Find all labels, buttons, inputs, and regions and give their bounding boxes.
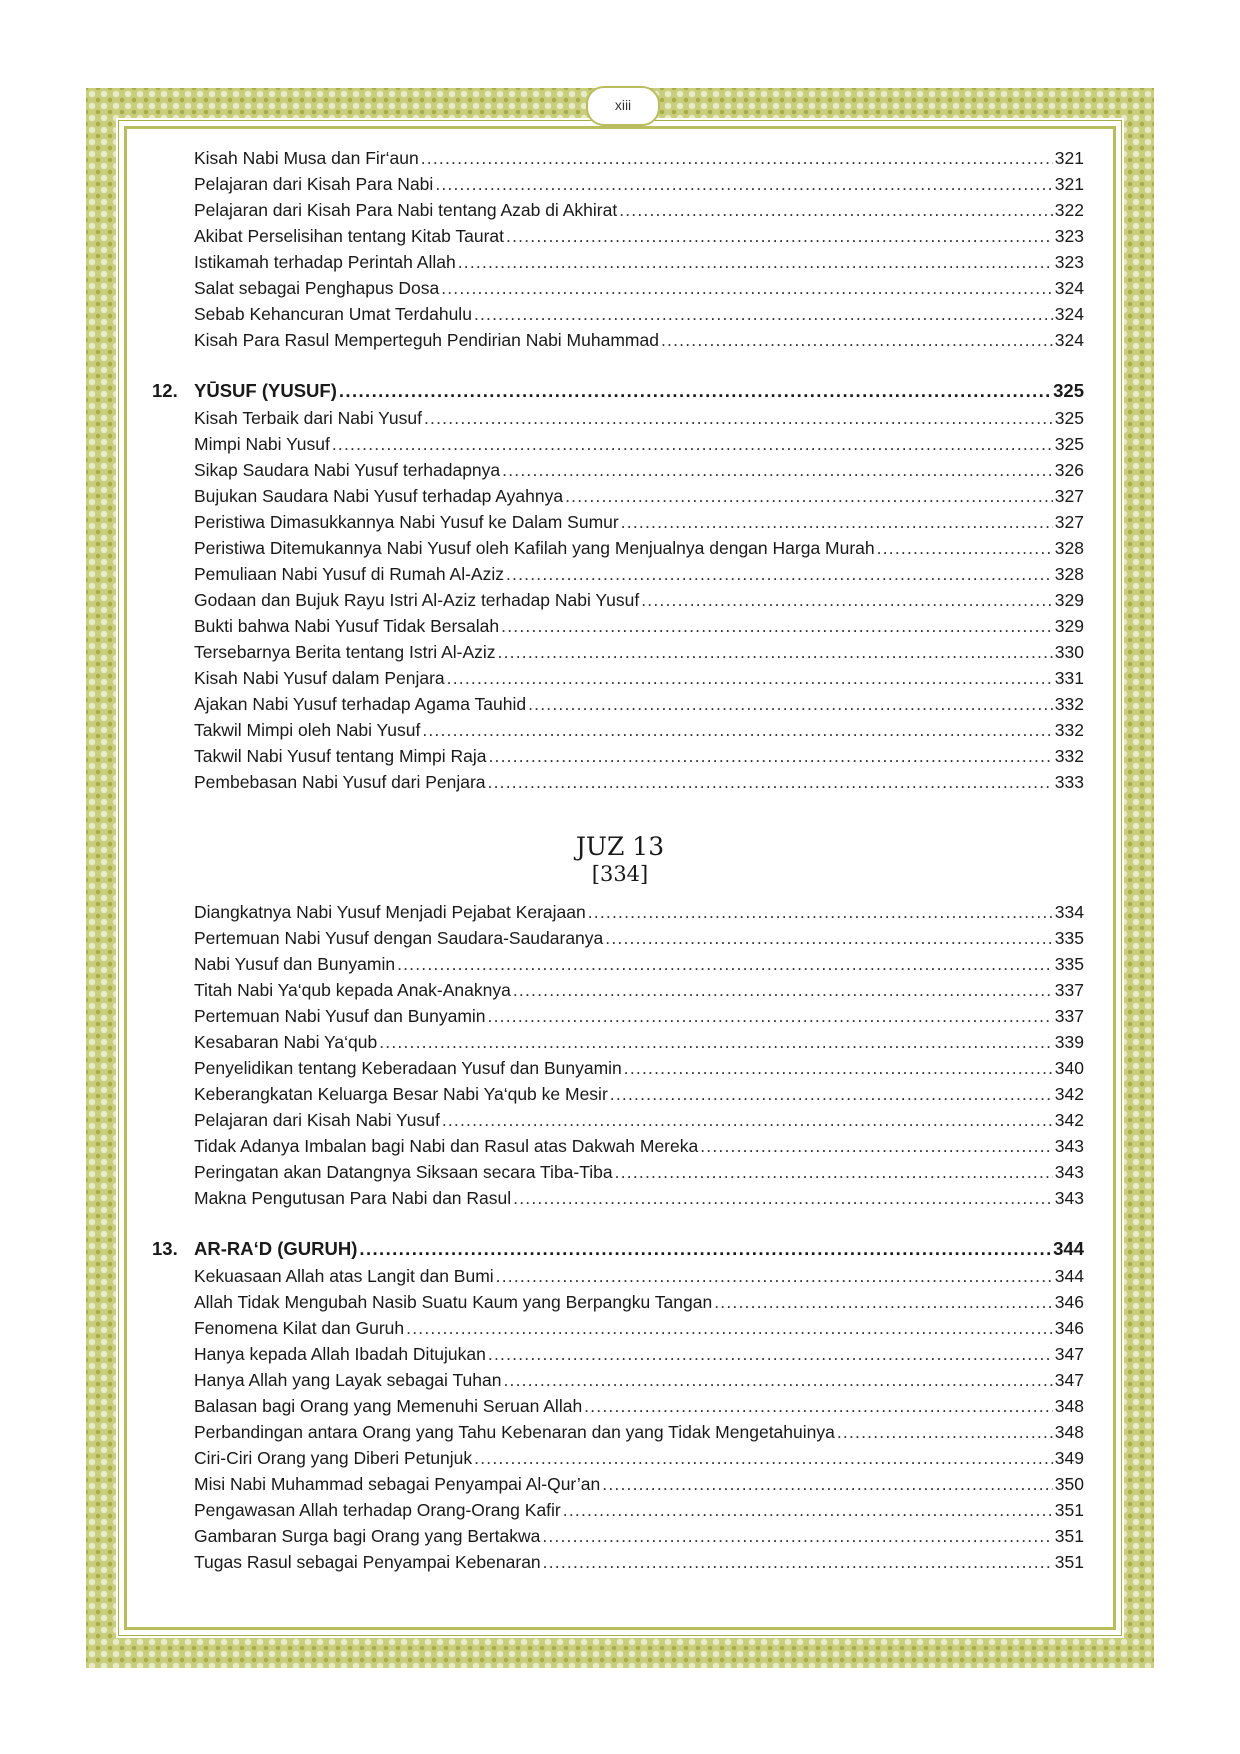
toc-entry-page: 327 <box>1054 486 1084 506</box>
dot-leader <box>619 200 1053 221</box>
dot-leader <box>602 1474 1053 1495</box>
chapter-number: 13. <box>152 1238 178 1259</box>
dot-leader <box>501 616 1053 637</box>
toc-entry-page: 323 <box>1054 252 1084 272</box>
toc-entry-title: Godaan dan Bujuk Rayu Istri Al-Aziz terhadap Nabi Yusuf <box>194 590 640 610</box>
toc-entry-page: 337 <box>1054 980 1084 1000</box>
toc-entry[interactable] <box>194 1136 1084 1162</box>
toc-entry-title: Gambaran Surga bagi Orang yang Bertakwa <box>194 1526 541 1546</box>
toc-entry-page: 323 <box>1054 226 1084 246</box>
dot-leader <box>488 772 1053 793</box>
chapter-heading-12[interactable] <box>152 380 1084 408</box>
toc-entry-title: Kisah Nabi Yusuf dalam Penjara <box>194 668 445 688</box>
toc-entry[interactable] <box>194 408 1084 434</box>
dot-leader <box>506 226 1053 247</box>
dot-leader <box>503 1370 1052 1391</box>
toc-entry-page: 346 <box>1054 1292 1084 1312</box>
toc-entry-page: 343 <box>1054 1162 1084 1182</box>
toc-entry-title: Hanya kepada Allah Ibadah Ditujukan <box>194 1344 486 1364</box>
toc-entry[interactable] <box>194 902 1084 928</box>
toc-entry-page: 335 <box>1054 954 1084 974</box>
toc-entry-page: 329 <box>1054 590 1084 610</box>
toc-entry[interactable] <box>194 200 1084 226</box>
toc-entry-title: Peristiwa Ditemukannya Nabi Yusuf oleh Kafilah yang Menjualnya dengan Harga Murah <box>194 538 875 558</box>
toc-entry[interactable] <box>194 278 1084 304</box>
dot-leader <box>700 1136 1053 1157</box>
toc-entry-title: Diangkatnya Nabi Yusuf Menjadi Pejabat Kerajaan <box>194 902 586 922</box>
dot-leader <box>488 746 1052 767</box>
toc-entry-page: 324 <box>1054 278 1084 298</box>
toc-entry-page: 342 <box>1054 1110 1084 1130</box>
toc-entry-page: 344 <box>1054 1266 1084 1286</box>
dot-leader <box>379 1032 1053 1053</box>
toc-entry[interactable] <box>194 1292 1084 1318</box>
toc-entry-page: 351 <box>1054 1500 1084 1520</box>
toc-entry[interactable] <box>194 486 1084 512</box>
dot-leader <box>563 1500 1053 1521</box>
dot-leader <box>543 1552 1053 1573</box>
toc-entry-title: Kesabaran Nabi Ya‘qub <box>194 1032 378 1052</box>
toc-entry[interactable] <box>194 980 1084 1006</box>
dot-leader <box>441 278 1053 299</box>
toc-entry[interactable] <box>194 226 1084 252</box>
toc-entry-title: Istikamah terhadap Perintah Allah <box>194 252 456 272</box>
dot-leader <box>877 538 1053 559</box>
dot-leader <box>496 1266 1053 1287</box>
toc-entry-page: 348 <box>1054 1422 1084 1442</box>
toc-entry-title: Penyelidikan tentang Keberadaan Yusuf dan Bunyamin <box>194 1058 622 1078</box>
toc-entry-title: Kekuasaan Allah atas Langit dan Bumi <box>194 1266 494 1286</box>
juz-page: [334] <box>591 862 649 886</box>
toc-entry-page: 321 <box>1054 148 1084 168</box>
toc-entry[interactable] <box>194 330 1084 356</box>
toc-entry[interactable] <box>194 772 1084 798</box>
toc-entry-page: 346 <box>1054 1318 1084 1338</box>
dot-leader <box>332 434 1053 455</box>
toc-entry-title: Titah Nabi Ya‘qub kepada Anak-Anaknya <box>194 980 511 1000</box>
chapter-heading-13[interactable] <box>152 1238 1084 1266</box>
toc-entry-title: Pembebasan Nabi Yusuf dari Penjara <box>194 772 486 792</box>
toc-entry-title: Kisah Nabi Musa dan Fir‘aun <box>194 148 419 168</box>
toc-entry-title: Bukti bahwa Nabi Yusuf Tidak Bersalah <box>194 616 500 636</box>
toc-entry-page: 342 <box>1054 1084 1084 1104</box>
toc-entry[interactable] <box>194 1084 1084 1110</box>
toc-entry-title: Pemuliaan Nabi Yusuf di Rumah Al-Aziz <box>194 564 504 584</box>
toc-entry-page: 322 <box>1054 200 1084 220</box>
toc-entry[interactable] <box>194 1370 1084 1396</box>
toc-entry-page: 347 <box>1054 1370 1084 1390</box>
toc-entry[interactable] <box>194 1110 1084 1136</box>
dot-leader <box>837 1422 1053 1443</box>
toc-entry-page: 321 <box>1054 174 1084 194</box>
toc-entry[interactable] <box>194 694 1084 720</box>
toc-entry[interactable] <box>194 460 1084 486</box>
dot-leader <box>447 668 1053 689</box>
toc-entry-page: 351 <box>1054 1526 1084 1546</box>
toc-entry[interactable] <box>194 1318 1084 1344</box>
toc-entry-title: Makna Pengutusan Para Nabi dan Rasul <box>194 1188 512 1208</box>
toc-entry-title: Ajakan Nabi Yusuf terhadap Agama Tauhid <box>194 694 527 714</box>
dot-leader <box>605 928 1053 949</box>
toc-entry[interactable] <box>194 1266 1084 1292</box>
toc-entry-page: 324 <box>1054 330 1084 350</box>
toc-entry[interactable] <box>194 1448 1084 1474</box>
toc-entry-title: Kisah Terbaik dari Nabi Yusuf <box>194 408 422 428</box>
toc-entry-page: 334 <box>1054 902 1084 922</box>
dot-leader <box>641 590 1053 611</box>
toc-entry[interactable] <box>194 304 1084 330</box>
dot-leader <box>615 1162 1053 1183</box>
dot-leader <box>397 954 1053 975</box>
toc-entry[interactable] <box>194 1188 1084 1214</box>
toc-entry-page: 326 <box>1054 460 1084 480</box>
toc-entry-page: 347 <box>1054 1344 1084 1364</box>
toc-entry-title: Pelajaran dari Kisah Nabi Yusuf <box>194 1110 440 1130</box>
toc-entry[interactable] <box>194 1006 1084 1032</box>
dot-leader <box>458 252 1053 273</box>
toc-entry[interactable] <box>194 564 1084 590</box>
toc-entry-page: 349 <box>1054 1448 1084 1468</box>
dot-leader <box>498 642 1053 663</box>
toc-entry[interactable] <box>194 512 1084 538</box>
dot-leader <box>621 512 1053 533</box>
toc-entry-page: 343 <box>1054 1188 1084 1208</box>
toc-entry-title: Pelajaran dari Kisah Para Nabi tentang Azab di Akhirat <box>194 200 618 220</box>
chapter-title: YŪSUF (YUSUF) <box>194 380 337 401</box>
toc-entry[interactable] <box>194 928 1084 954</box>
dot-leader <box>488 1344 1053 1365</box>
toc-entry-page: 330 <box>1054 642 1084 662</box>
toc-entry-page: 329 <box>1054 616 1084 636</box>
toc-entry[interactable] <box>194 1422 1084 1448</box>
toc-entry-page: 348 <box>1054 1396 1084 1416</box>
toc-entry[interactable] <box>194 616 1084 642</box>
toc-entry[interactable] <box>194 1526 1084 1552</box>
toc-entry-title: Pertemuan Nabi Yusuf dan Bunyamin <box>194 1006 486 1026</box>
toc-entry-title: Bujukan Saudara Nabi Yusuf terhadap Ayahnya <box>194 486 564 506</box>
toc-entry[interactable] <box>194 148 1084 174</box>
toc-entry[interactable] <box>194 1396 1084 1422</box>
toc-entry-title: Perbandingan antara Orang yang Tahu Kebenaran dan yang Tidak Mengetahuinya <box>194 1422 835 1442</box>
toc-entry-title: Peringatan akan Datangnya Siksaan secara Tiba-Tiba <box>194 1162 613 1182</box>
toc-entry-page: 337 <box>1054 1006 1084 1026</box>
toc-entry[interactable] <box>194 1474 1084 1500</box>
toc-entry-title: Hanya Allah yang Layak sebagai Tuhan <box>194 1370 502 1390</box>
dot-leader <box>661 330 1053 351</box>
chapter-title: AR-RA‘D (GURUH) <box>194 1238 358 1259</box>
toc-entry[interactable] <box>194 668 1084 694</box>
toc-entry-page: 350 <box>1054 1474 1084 1494</box>
dot-leader <box>421 148 1053 169</box>
dot-leader <box>528 694 1053 715</box>
dot-leader <box>513 980 1053 1001</box>
toc-entry-title: Akibat Perselisihan tentang Kitab Taurat <box>194 226 505 246</box>
dot-leader <box>624 1058 1053 1079</box>
dot-leader <box>610 1084 1053 1105</box>
toc-entry[interactable] <box>194 642 1084 668</box>
dot-leader <box>359 1238 1051 1260</box>
toc-entry-title: Salat sebagai Penghapus Dosa <box>194 278 440 298</box>
dot-leader <box>506 564 1053 585</box>
toc-entry-title: Nabi Yusuf dan Bunyamin <box>194 954 396 974</box>
toc-entry-title: Allah Tidak Mengubah Nasib Suatu Kaum yang Berpangku Tangan <box>194 1292 713 1312</box>
toc-entry-title: Tersebarnya Berita tentang Istri Al-Aziz <box>194 642 496 662</box>
dot-leader <box>339 380 1051 402</box>
toc-entry-title: Misi Nabi Muhammad sebagai Penyampai Al-Qur’an <box>194 1474 601 1494</box>
dot-leader <box>435 174 1052 195</box>
toc-entry-title: Tidak Adanya Imbalan bagi Nabi dan Rasul atas Dakwah Mereka <box>194 1136 699 1156</box>
chapter-page: 325 <box>1053 380 1084 401</box>
toc-entry-title: Mimpi Nabi Yusuf <box>194 434 330 454</box>
toc-entry-page: 343 <box>1054 1136 1084 1156</box>
toc-entry-title: Pertemuan Nabi Yusuf dengan Saudara-Saudaranya <box>194 928 604 948</box>
toc-entry-title: Peristiwa Dimasukkannya Nabi Yusuf ke Dalam Sumur <box>194 512 619 532</box>
dot-leader <box>502 460 1053 481</box>
toc-entry-page: 339 <box>1054 1032 1084 1052</box>
dot-leader <box>588 902 1053 923</box>
toc-entry[interactable] <box>194 1344 1084 1370</box>
dot-leader <box>424 408 1053 429</box>
toc-entry[interactable] <box>194 1058 1084 1084</box>
dot-leader <box>565 486 1053 507</box>
toc-entry-page: 332 <box>1054 746 1084 766</box>
toc-entry[interactable] <box>194 434 1084 460</box>
toc-entry-title: Kisah Para Rasul Memperteguh Pendirian Nabi Muhammad <box>194 330 659 350</box>
toc-entry-title: Takwil Nabi Yusuf tentang Mimpi Raja <box>194 746 487 766</box>
toc-entry-page: 331 <box>1054 668 1084 688</box>
toc-entry[interactable] <box>194 1032 1084 1058</box>
dot-leader <box>406 1318 1053 1339</box>
chapter-page: 344 <box>1053 1238 1084 1259</box>
toc-entry-page: 351 <box>1054 1552 1084 1572</box>
toc-entry[interactable] <box>194 1552 1084 1578</box>
toc-entry[interactable] <box>194 538 1084 564</box>
toc-entry[interactable] <box>194 720 1084 746</box>
toc-entry-title: Takwil Mimpi oleh Nabi Yusuf <box>194 720 421 740</box>
dot-leader <box>474 304 1053 325</box>
dot-leader <box>442 1110 1053 1131</box>
juz-title: JUZ 13 <box>575 832 665 861</box>
toc-entry-title: Balasan bagi Orang yang Memenuhi Seruan Allah <box>194 1396 583 1416</box>
toc-entry-title: Pengawasan Allah terhadap Orang-Orang Kafir <box>194 1500 561 1520</box>
dot-leader <box>422 720 1052 741</box>
toc-entry-page: 340 <box>1054 1058 1084 1078</box>
toc-entry-page: 324 <box>1054 304 1084 324</box>
toc-entry-page: 333 <box>1054 772 1084 792</box>
toc-entry[interactable] <box>194 590 1084 616</box>
toc-entry-page: 328 <box>1054 564 1084 584</box>
toc-entry-title: Keberangkatan Keluarga Besar Nabi Ya‘qub ke Mesir <box>194 1084 608 1104</box>
toc-entry-title: Pelajaran dari Kisah Para Nabi <box>194 174 434 194</box>
dot-leader <box>542 1526 1052 1547</box>
toc-entry[interactable] <box>194 1500 1084 1526</box>
toc-entry-page: 332 <box>1054 720 1084 740</box>
toc-entry-title: Ciri-Ciri Orang yang Diberi Petunjuk <box>194 1448 473 1468</box>
toc-entry-title: Fenomena Kilat dan Guruh <box>194 1318 405 1338</box>
toc-entry-page: 328 <box>1054 538 1084 558</box>
dot-leader <box>513 1188 1053 1209</box>
toc-entry[interactable] <box>194 746 1084 772</box>
toc-entry-page: 327 <box>1054 512 1084 532</box>
dot-leader <box>714 1292 1053 1313</box>
toc-entry[interactable] <box>194 174 1084 200</box>
toc-entry[interactable] <box>194 1162 1084 1188</box>
dot-leader <box>488 1006 1053 1027</box>
toc-entry[interactable] <box>194 954 1084 980</box>
toc-entry[interactable] <box>194 252 1084 278</box>
toc-entry-title: Sebab Kehancuran Umat Terdahulu <box>194 304 472 324</box>
toc-entry-page: 332 <box>1054 694 1084 714</box>
dot-leader <box>474 1448 1053 1469</box>
page-number: xiii <box>586 86 660 126</box>
toc-entry-title: Tugas Rasul sebagai Penyampai Kebenaran <box>194 1552 541 1572</box>
toc-entry-page: 325 <box>1054 434 1084 454</box>
toc-entry-page: 325 <box>1054 408 1084 428</box>
chapter-number: 12. <box>152 380 178 401</box>
dot-leader <box>584 1396 1053 1417</box>
toc-entry-page: 335 <box>1054 928 1084 948</box>
toc-entry-title: Sikap Saudara Nabi Yusuf terhadapnya <box>194 460 501 480</box>
